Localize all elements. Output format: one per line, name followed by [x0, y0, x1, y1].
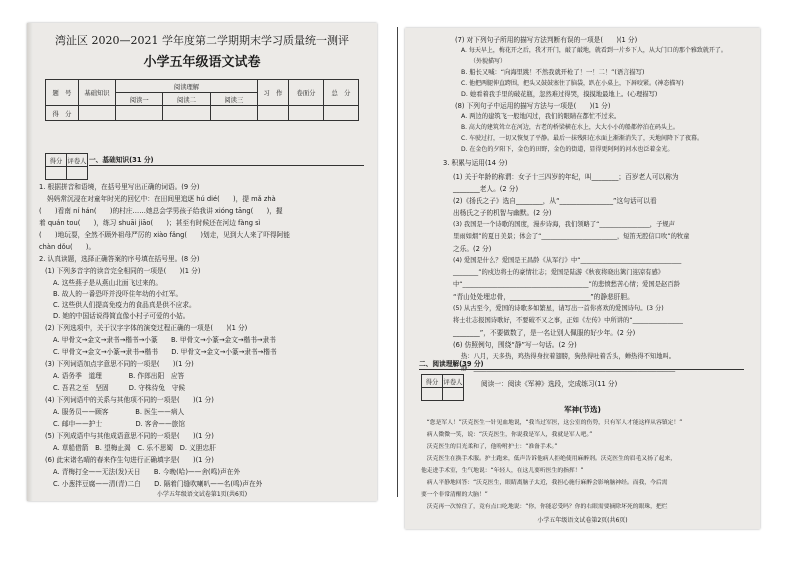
exam-page-1 [27, 23, 377, 501]
question-line: D. 在金色的夕阳下，金色的田野，金色的街道，显得更阿阿的河水也泛着金光。 [461, 146, 674, 153]
question-line: (7) 对下列句子所用的描写方法判断有误的一项是( )(1 分) [455, 36, 638, 44]
score-table [45, 79, 359, 121]
question-line: A. 服务员——顾客 B. 医生——病人 [53, 408, 185, 416]
score-col-total: 总 分 [324, 80, 359, 106]
grader-cell [443, 388, 464, 401]
question-line: (6) 仿照例句，围绕“静”写一句话。(2 分) [453, 341, 577, 349]
question-line: 3. 积累与运用(14 分) [443, 159, 508, 167]
score-cell [258, 106, 289, 121]
question-line: ( )地玩耍，全然不顾外祖母严厉的 xiào fǎng( )划走，见到大人来了吓得阿能 [39, 231, 290, 239]
grader-score-label: 得分 [422, 375, 443, 388]
question-line: 妈妈常沉浸在对童年时光的回忆中：在田间里追逐 hú dié( )，提 mǎ zhà [47, 195, 276, 203]
question-line: 1. 根据拼音和语境，在括号里写出正确的词语。(9 分) [39, 183, 200, 191]
question-line: C. 邮申——护士 D. 客舍——旅馆 [53, 420, 186, 428]
score-cell [116, 106, 163, 121]
score-sub-reading2: 阅读二 [163, 93, 210, 106]
question-line: 里雨如烟”的夏日美景；体会了“________________________，短笛无腔信口吹”的牧童 [453, 233, 690, 240]
passage-line: 沃克再一次惊住了，竟有点口吃地说：“你，你能忍受吗？你的右眼需要摘除坏死的眼珠，把烂 [421, 504, 668, 510]
grader-cell [46, 167, 67, 180]
score-col-writing: 习 作 [258, 80, 289, 106]
question-line: A. 语务季 道理 B. 作郎出阳 应答 [53, 372, 185, 380]
score-sub-reading1: 阅读一 [116, 93, 163, 106]
question-line: 2. 认真读题，选择正确答案的序号填在括号里。(8 分) [39, 255, 200, 263]
score-col-num: 题 号 [46, 80, 79, 106]
question-line: (5) 从古至今，爱国的诗歌多如繁星，请写出一首你喜欢的爱国诗句。(3 分) [453, 305, 664, 312]
question-line: “青山处处埋忠骨，________________________”的静悲肝胆。 [453, 293, 634, 301]
question-line: ( )看南 ní hán( )的村庄……她总会学男孩子给我讲 xióng tāng( )，握 [39, 207, 283, 215]
page2-footer: 小学五年级语文试卷第2页(共6页) [537, 517, 628, 524]
question-line: C. 这些供人们提高免疫力的食品真是供不应求。 [53, 301, 196, 309]
question-line: (2)《扬氏之子》选自________，从“________________”这句话可以看 [453, 197, 657, 205]
score-col-basic: 基础知识 [79, 80, 116, 106]
section2-title: 二、阅读理解(39 分) [419, 360, 484, 368]
passage-line: “您是军人！”沃克医生一针见血地说，“我当过军医，这公室的伤势，只有军人才能这样从容镇定！” [421, 420, 683, 426]
question-line: A. 甲骨文→金文→隶书→楷书→小篆 B. 甲骨文→小篆→金文→楷书→隶书 [53, 336, 276, 344]
question-line: D. 她看着我手里的破花瓶，忽然难过得哭，摸摸地最地上。(心理描写) [461, 91, 658, 98]
reading-intro: 阅读一：阅读《军神》选段，完成练习(11 分) [481, 380, 618, 388]
question-line: (6) 此宋诸名晴的春来作生句进行正确填字是( )(1 分) [45, 456, 214, 464]
passage-line: 他走进手术室，生气地说：“年轻人，在这儿要听医生的指挥！” [421, 468, 584, 474]
score-row-label: 得 分 [46, 106, 79, 121]
passage-line: 沃克医生在换手术服。护士跑来，低声告诉他病人拒绝使用麻醉剂。沃克医生的眉毛又扬了起来， [421, 456, 677, 462]
score-cell [210, 106, 257, 121]
exam-header: 湾沚区 2020—2021 学年度第二学期期末学习质量统一测评 [55, 34, 349, 47]
question-line: (1) 下列多音字的读音完全相同的一项是( )(1 分) [45, 267, 201, 275]
question-line: ________老人。(2 分) [453, 185, 519, 193]
question-line: (5) 下列成语中与其他成语意思不同的一项是( )(1 分) [45, 432, 214, 440]
grader-cell [422, 388, 443, 401]
passage-title: 军神(节选) [564, 405, 601, 414]
question-line: 热：八月，天多热，鸡热得身拉着翅膀，狗热得吐着舌头，蝉热得不知地叫。 [461, 353, 676, 360]
grader-score-label: 得分 [46, 154, 67, 167]
question-line: B. 高大的建筑耸立在河边，古老的桥梁横在水上，大大小小的船都停泊在码头上。 [461, 124, 679, 131]
question-line: A. 这些燕子是从燕山北面飞过来的。 [53, 279, 163, 287]
question-line: (2) 下列选项中，关于汉字字体的演变过程正确的一项是( )(1 分) [45, 324, 248, 332]
question-line: C. 吾君之至 坚固 D. 守株待兔 守候 [53, 384, 186, 392]
score-sub-reading3: 阅读三 [210, 93, 257, 106]
question-line: (1) 关于年龄的称谓：女子十三四岁的年纪，叫________；百岁老人可以称为 [453, 173, 679, 181]
section2-rule [419, 369, 744, 370]
center-divider [397, 27, 398, 497]
question-line: D. 她的中国话说得简直像小村子可爱的小姑。 [53, 312, 190, 320]
grader-cell [67, 167, 88, 180]
question-line: 着 quán tou( )，练习 shuāi jiāo( )；甚至有时候还在河边 fàng sì [39, 219, 261, 227]
question-line: B. 故人的一番恐吓并没吓住年幼的小红军。 [53, 290, 183, 298]
passage-line: 要一个非常清醒的大脑！” [421, 492, 488, 498]
grader-name-label: 评卷人 [67, 154, 88, 167]
question-line: 之乐。(2 分) [453, 245, 492, 253]
question-line: (4) 下列词语中的关系与其他项不同的一项是( )(1 分) [45, 396, 214, 404]
question-line: C. 甲骨文→金文→小篆→隶书→楷书 D. 甲骨文→金文→小篆→隶书→楷书 [53, 348, 277, 356]
grader-name-label: 评卷人 [443, 375, 464, 388]
question-line: B. 船长又喊：“向海里跳！不然我就开枪了！一！二！”(语言描写) [461, 69, 645, 76]
question-line: (4) 爱国是什么？爱国是王昌龄《从军行》中“________________________________ [453, 257, 682, 264]
section1-rule [89, 165, 364, 166]
score-cell [79, 106, 116, 121]
exam-page-2 [405, 28, 760, 529]
grader-box-1 [45, 153, 88, 180]
grader-box-2 [421, 374, 464, 401]
section1-title: 一、基础知识(31 分) [89, 156, 154, 164]
question-line: A. 两边的建筑飞一般地闪过，我们的眼睛在都忙不过来。 [461, 113, 621, 120]
question-line: 中“________________________________________”的悲愤愁苦心情；爱国是赵百龄 [453, 281, 680, 288]
score-cell [324, 106, 359, 121]
score-col-reading: 阅读理解 [116, 80, 258, 93]
question-line: C. 小葱拌豆腐——清(青)二白 D. 隔着门缝吹喇叭——名(鸣)声在外 [53, 480, 263, 488]
passage-line: 病人平静地回答：“沃克医生，眼睛离脑子太近，我担心施行麻醉会影响脑神经。而我，今后需 [421, 480, 668, 486]
question-line: ________”的戍边将士的豪情壮志；爱国是陆游《秋夜将晓出篱门迎凉有感》 [453, 269, 665, 276]
score-cell [163, 106, 210, 121]
question-line: 将士壮志报国诗歌好，不要破不又之事，正如《左传》中所讲的“________________ [453, 317, 683, 324]
question-line: （外貌描写） [467, 58, 507, 65]
question-line: C. 车驶过打，一切又恢复了平静。最后一抹残阳在水面上渐渐消失了，天地间降下了夜幕。 [461, 135, 704, 142]
score-col-paper: 卷面分 [289, 80, 324, 106]
question-line: 出杨氏之子的机智与幽默。(2 分) [453, 209, 552, 217]
passage-line: 病人微微一笑，说：“沃克医生，你说我是军人，我就是军人吧。” [421, 432, 593, 438]
question-line: A. 青梅打全——无法(发)天日 B. 今晚(哈)——舍(鸣)声在外 [53, 468, 241, 476]
question-line: ________”，不要做数了，是一名让别人佩服的好少年。(2 分) [453, 329, 636, 337]
question-line: (3) 我国是一个诗歌的国度，漫步诗海，我们领略了“________________，子规声 [453, 221, 675, 228]
question-line: A. 每天早上，梅花开之后，我才开门，敲了敲地，就看到一片乡下人，从大门口的那个雅致就开了。 [461, 47, 727, 54]
page1-footer: 小学五年级语文试卷第1页(共6页) [156, 491, 248, 498]
question-line: (8) 下列句子中运用的描写方法与一项是( )(1 分) [455, 102, 611, 110]
question-line: A. 草船借箭 B. 望梅止渴 C. 乐不思蜀 D. 义胆忠肝 [53, 444, 216, 452]
score-cell [289, 106, 324, 121]
passage-line: 沃克医生的目光柔和了，他吩咐护士：“准备手术。” [421, 444, 558, 450]
page-edge-shadow [27, 23, 33, 501]
question-line: C. 他把两腿伸直跨围，把头又鼓鼓塞住了脑袋，趴在小桌上，下唇咬紧。(神态描写) [461, 80, 684, 87]
exam-title: 小学五年级语文试卷 [143, 55, 261, 70]
question-line: (3) 下列词语加点字意思不同的一项是( )(1 分) [45, 360, 194, 368]
question-line: chàn dǒu( )。 [39, 243, 96, 251]
